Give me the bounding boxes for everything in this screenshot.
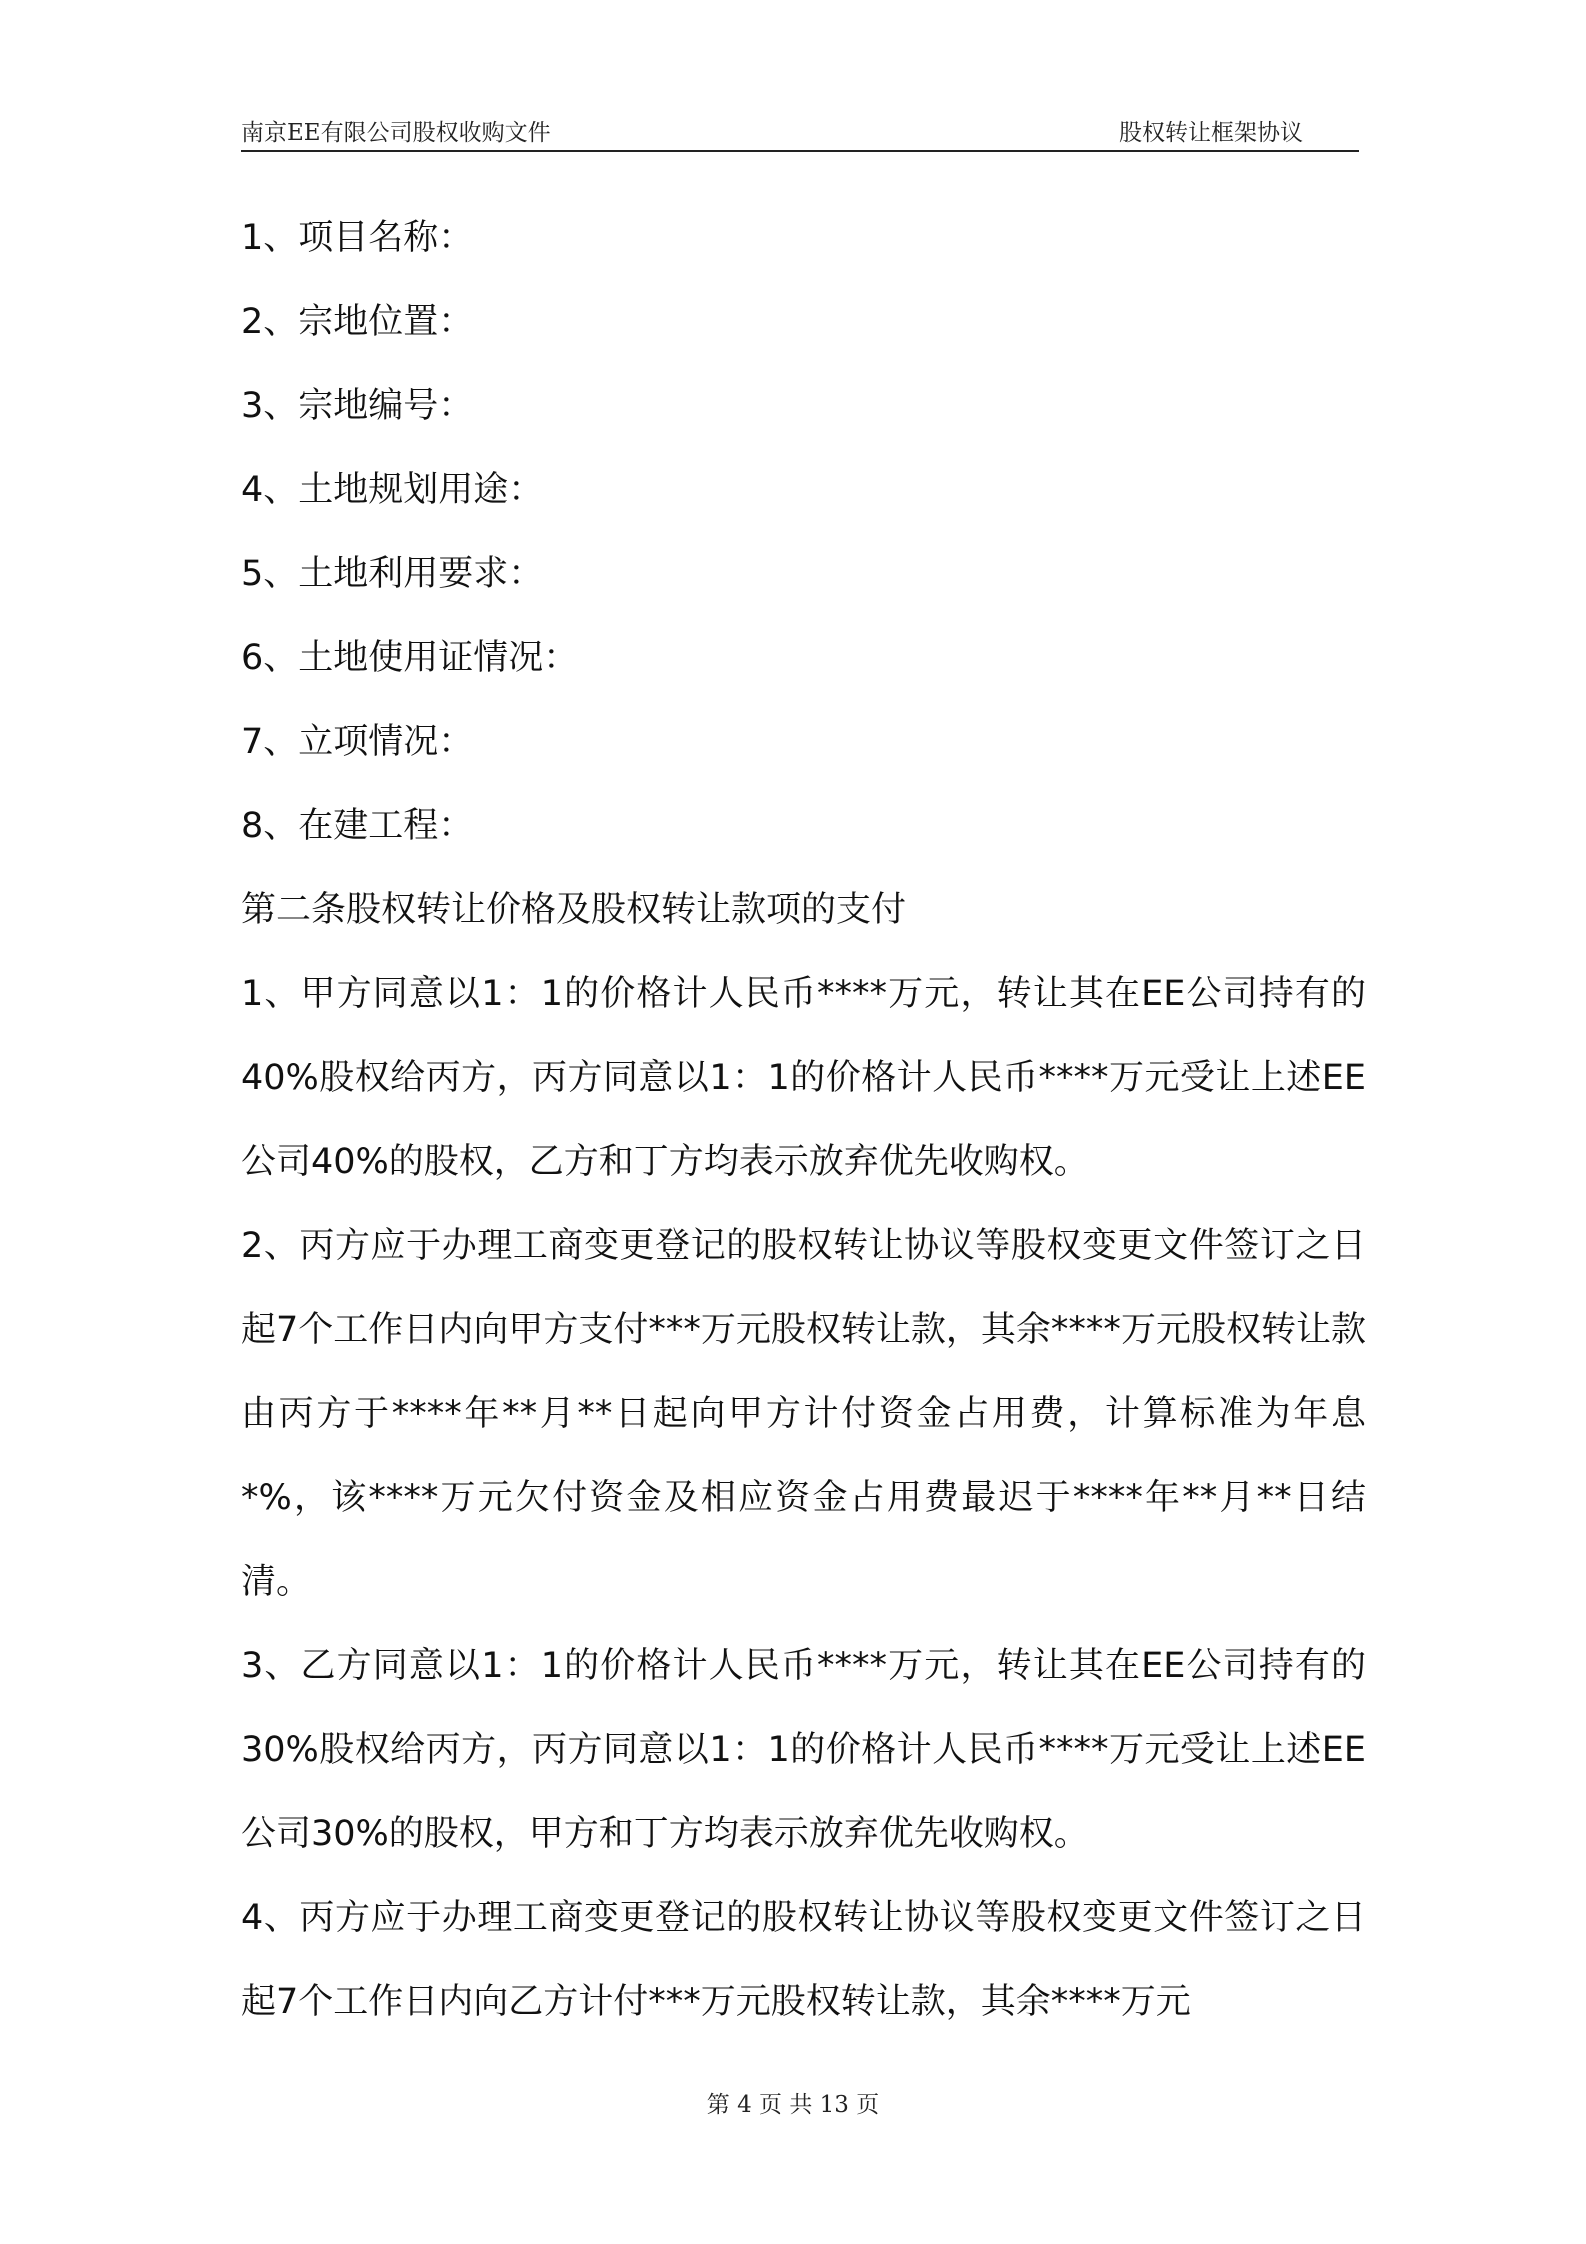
clause-paragraph-2: 2、丙方应于办理工商变更登记的股权转让协议等股权变更文件签订之日起7个工作日内向甲方支付***万元股权转让款，其余****万元股权转让款由丙方于****年**月**日起向甲方计付资金占用费，计算标准为年息*%，该****万元欠付资金及相应资金占用费最迟于****年**月**日结清。 [241,1226,1366,1602]
land-location-item: 2、宗地位置： [241,302,474,342]
land-number-item: 3、宗地编号： [241,386,474,426]
land-planning-use-item: 4、土地规划用途： [241,470,544,510]
land-certificate-item: 6、土地使用证情况： [241,638,579,678]
project-name-item: 1、项目名称： [241,218,474,258]
page-header [241,100,1359,152]
header-agreement-title: 股权转让框架协议 [1119,120,1303,146]
header-document-title: 南京EE有限公司股权收购文件 [241,120,551,146]
document-body [241,196,1366,2044]
land-use-requirement-item: 5、土地利用要求： [241,554,544,594]
clause-paragraph-4: 4、丙方应于办理工商变更登记的股权转让协议等股权变更文件签订之日起7个工作日内向乙方计付***万元股权转让款，其余****万元 [241,1898,1366,2022]
section-title: 第二条股权转让价格及股权转让款项的支付 [241,890,907,930]
page-number: 第 4 页 共 13 页 [706,2092,880,2118]
clause-paragraph-1: 1、甲方同意以1：1的价格计人民币****万元，转让其在EE公司持有的40%股权给丙方，丙方同意以1：1的价格计人民币****万元受让上述EE公司40%的股权，乙方和丁方均表示放弃优先收购权。 [241,974,1366,1182]
project-approval-item: 7、立项情况： [241,722,474,762]
clause-paragraph-3: 3、乙方同意以1：1的价格计人民币****万元，转让其在EE公司持有的30%股权给丙方，丙方同意以1：1的价格计人民币****万元受让上述EE公司30%的股权，甲方和丁方均表示放弃优先收购权。 [241,1646,1366,1854]
construction-item: 8、在建工程： [241,806,474,846]
